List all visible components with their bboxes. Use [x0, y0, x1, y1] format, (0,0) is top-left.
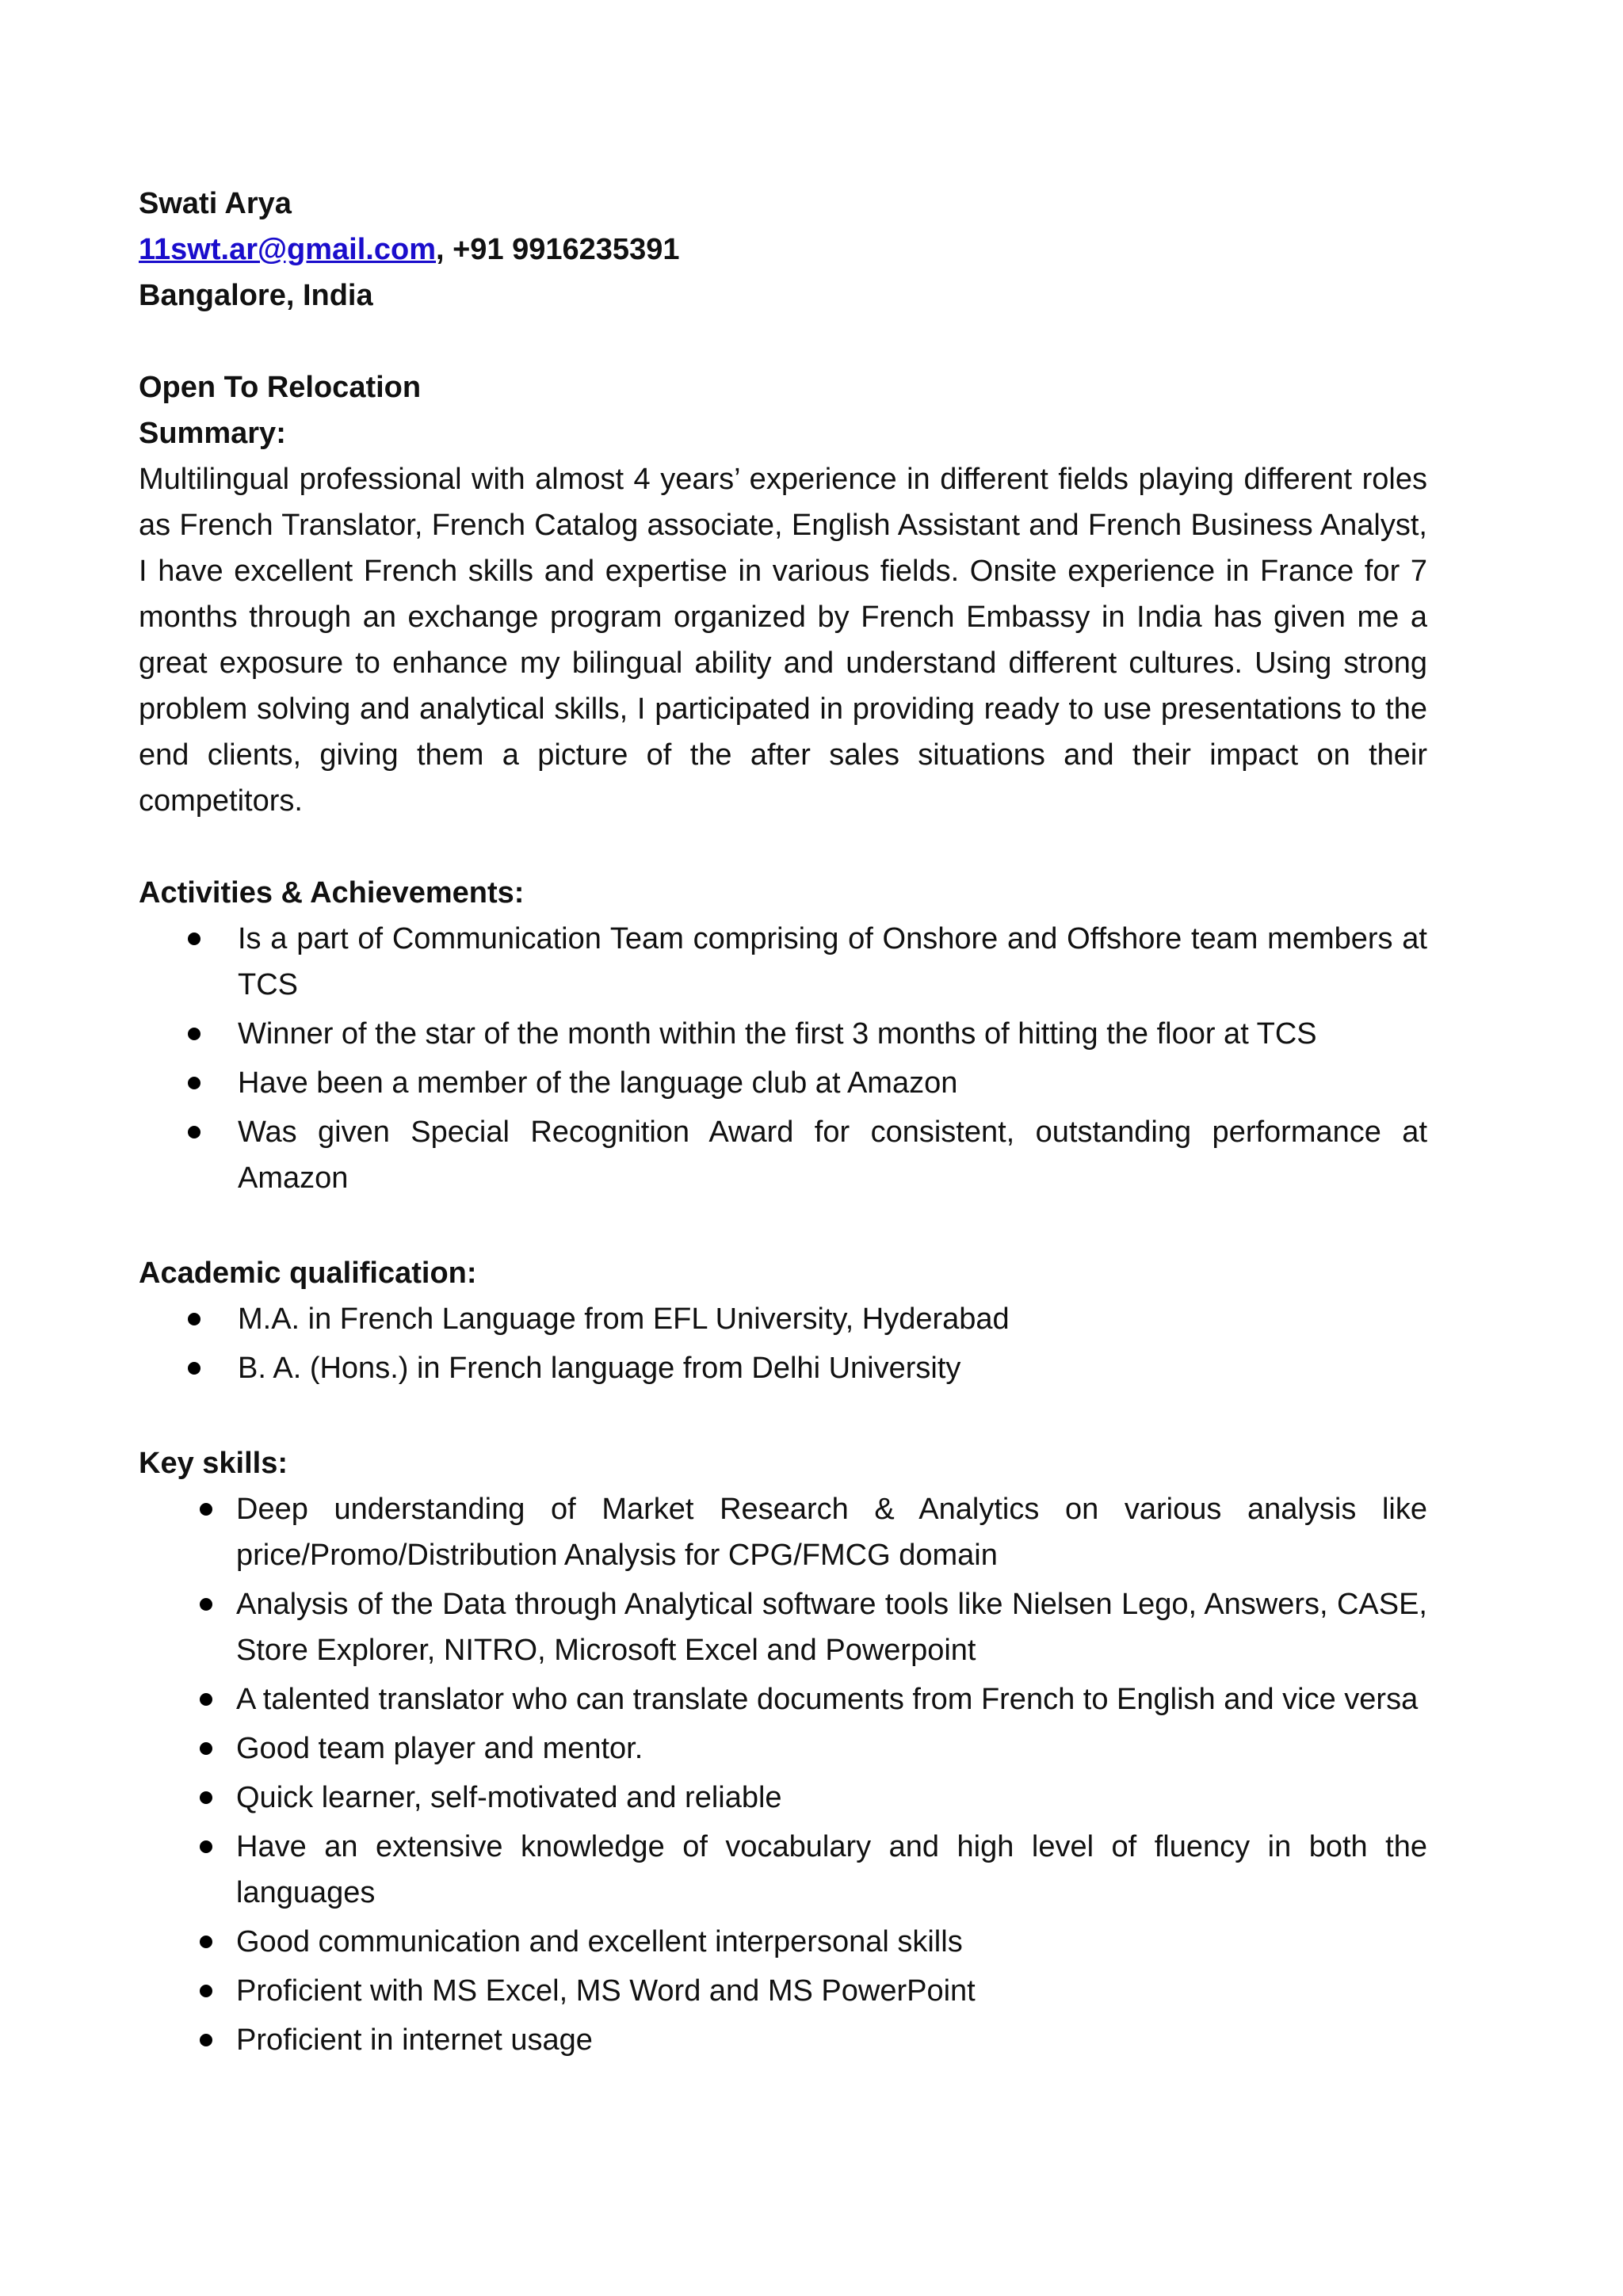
candidate-name: Swati Arya [139, 187, 292, 220]
list-item-text: Winner of the star of the month within the first 3 months of hitting the floor at TCS [238, 1017, 1317, 1051]
list-item [139, 1109, 1427, 1201]
academic-list [139, 1296, 1427, 1391]
phone-number: , +91 9916235391 [436, 233, 680, 266]
list-item [139, 1060, 1427, 1106]
achievements-heading: Activities & Achievements: [139, 876, 525, 910]
bullet-icon [200, 1693, 212, 1706]
location: Bangalore, India [139, 279, 373, 312]
list-item [139, 916, 1427, 1008]
resume-page [139, 181, 1427, 2066]
list-item [139, 1775, 1427, 1821]
list-item [139, 2017, 1427, 2063]
list-item [139, 1345, 1427, 1391]
list-item-text: A talented translator who can translate documents from French to English and vice versa [236, 1683, 1419, 1716]
list-item [139, 1676, 1427, 1722]
spacer [139, 318, 1427, 364]
bullet-icon [188, 1126, 200, 1138]
bullet-icon [200, 2034, 212, 2046]
bullet-icon [200, 1742, 212, 1755]
list-item [139, 1968, 1427, 2014]
skills-list [139, 1486, 1427, 2063]
list-item [139, 1581, 1427, 1673]
list-item [139, 1919, 1427, 1965]
academic-heading: Academic qualification: [139, 1257, 477, 1290]
summary-text: Multilingual professional with almost 4 years’ experience in different fields playing different roles as French Translator, French Catalog associate, English Assistant and French Business Analyst, I have excellent French skills and expertise in various fields. Onsite experience in France for 7 months through an exchange program organized by French Embassy in India has given me a great exposure to enhance my bilingual ability and understand different cultures. Using strong problem solving and analytical skills, I participated in providing ready to use presentations to the end clients, giving them a picture of the after sales situations and their impact on their competitors. [139, 463, 1427, 818]
list-item-text: B. A. (Hons.) in French language from Delhi University [238, 1352, 961, 1385]
contact-line [139, 227, 1427, 273]
list-item [139, 1011, 1427, 1057]
bullet-icon [200, 1503, 212, 1516]
achievements-list [139, 916, 1427, 1201]
email-link[interactable]: 11swt.ar@gmail.com [139, 233, 436, 266]
spacer [139, 824, 1427, 870]
list-item [139, 1296, 1427, 1342]
bullet-icon [200, 1985, 212, 1997]
list-item-text: Quick learner, self-motivated and reliable [236, 1781, 782, 1814]
list-item-text: Was given Special Recognition Award for consistent, outstanding performance at Amazon [238, 1116, 1427, 1195]
bullet-icon [200, 1840, 212, 1853]
spacer [139, 1204, 1427, 1250]
list-item-text: Analysis of the Data through Analytical software tools like Nielsen Lego, Answers, CASE, Store Explorer, NITRO, Microsoft Excel and Powerpoint [236, 1588, 1427, 1667]
list-item-text: Good team player and mentor. [236, 1732, 643, 1765]
summary-heading: Summary: [139, 417, 286, 450]
bullet-icon [200, 1598, 212, 1611]
list-item-text: Have been a member of the language club at Amazon [238, 1066, 958, 1100]
list-item-text: Deep understanding of Market Research & Analytics on various analysis like price/Promo/Distribution Analysis for CPG/FMCG domain [236, 1493, 1427, 1572]
skills-heading: Key skills: [139, 1447, 288, 1480]
relocation-note: Open To Relocation [139, 371, 422, 404]
list-item-text: M.A. in French Language from EFL University, Hyderabad [238, 1302, 1010, 1336]
bullet-icon [188, 1313, 200, 1325]
list-item-text: Have an extensive knowledge of vocabulary and high level of fluency in both the languages [236, 1830, 1427, 1909]
list-item-text: Is a part of Communication Team comprising of Onshore and Offshore team members at TCS [238, 922, 1427, 1001]
list-item [139, 1824, 1427, 1916]
list-item-text: Proficient in internet usage [236, 2023, 593, 2057]
bullet-icon [188, 1028, 200, 1040]
list-item [139, 1726, 1427, 1772]
list-item [139, 1486, 1427, 1578]
spacer [139, 1394, 1427, 1440]
bullet-icon [200, 1791, 212, 1804]
bullet-icon [188, 933, 200, 945]
list-item-text: Proficient with MS Excel, MS Word and MS PowerPoint [236, 1974, 976, 2008]
list-item-text: Good communication and excellent interpersonal skills [236, 1925, 963, 1958]
bullet-icon [188, 1077, 200, 1089]
bullet-icon [200, 1936, 212, 1948]
bullet-icon [188, 1362, 200, 1375]
